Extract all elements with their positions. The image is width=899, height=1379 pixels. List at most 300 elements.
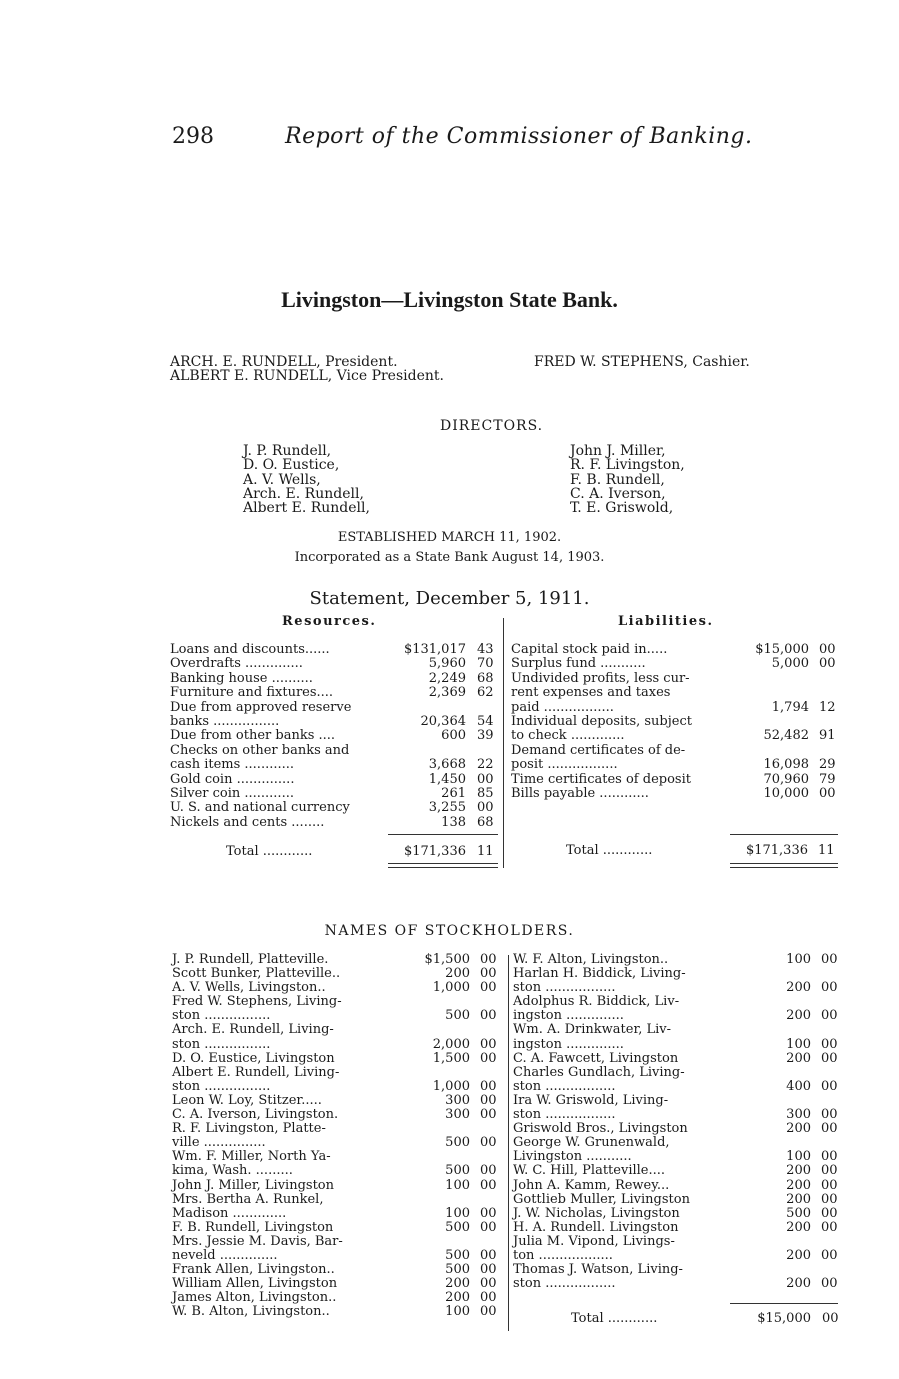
table-row [513, 1066, 843, 1080]
table-row [172, 1150, 502, 1164]
row-label: ston ................ [172, 1008, 271, 1024]
table-row [513, 995, 843, 1009]
row-dollars: 500 [445, 1135, 470, 1151]
row-label: Livingston ........... [513, 1149, 632, 1165]
row-cents: 00 [821, 1050, 838, 1066]
stockholders-right [513, 953, 843, 1291]
row-dollars: 200 [786, 980, 811, 996]
table-row [513, 967, 843, 981]
row-dollars: 100 [786, 1036, 811, 1052]
page-number: 298 [172, 124, 214, 149]
row-label: Gottlieb Muller, Livingston [513, 1191, 690, 1207]
directors-left [243, 444, 370, 515]
row-label: W. F. Alton, Livingston.. [513, 952, 669, 967]
row-label: Scott Bunker, Platteville.. [172, 966, 341, 982]
stockholders-left [172, 953, 502, 1319]
row-label: H. A. Rundell. Livingston [513, 1219, 679, 1235]
row-label: Frank Allen, Livingston.. [172, 1262, 335, 1278]
row-label: C. A. Iverson, Livingston. [172, 1107, 339, 1123]
row-dollars: 2,369 [428, 685, 466, 701]
table-row [511, 701, 841, 715]
row-label: neveld .............. [172, 1247, 278, 1263]
row-label: ston ................ [172, 1078, 271, 1094]
row-cents: 39 [477, 728, 494, 744]
row-dollars: $1,500 [424, 952, 470, 967]
table-row [170, 701, 500, 715]
table-row [172, 1094, 502, 1108]
table-row [513, 1249, 843, 1263]
row-cents: 00 [480, 1107, 497, 1123]
table-row [513, 1221, 843, 1235]
row-label: C. A. Fawcett, Livingston [513, 1050, 679, 1066]
table-row [172, 1263, 502, 1277]
row-label: A. V. Wells, Livingston.. [172, 980, 326, 996]
table-row [172, 1038, 502, 1052]
table-row [513, 1122, 843, 1136]
table-row [513, 1023, 843, 1037]
row-label: Banking house .......... [170, 670, 313, 686]
statement-title: Statement, December 5, 1911. [309, 588, 590, 609]
table-row [172, 953, 502, 967]
table-row [170, 686, 500, 700]
row-label: Gold coin .............. [170, 771, 295, 787]
total-cents: 11 [477, 844, 494, 859]
row-label: cash items ............ [170, 757, 295, 773]
director-name: J. P. Rundell, [243, 443, 332, 459]
row-label: W. B. Alton, Livingston.. [172, 1304, 330, 1320]
stockholders-heading: NAMES OF STOCKHOLDERS. [324, 923, 575, 939]
row-dollars: 100 [445, 1304, 470, 1320]
row-dollars: 300 [786, 1107, 811, 1123]
row-label: Thomas J. Watson, Living- [513, 1262, 683, 1278]
director-name: Albert E. Rundell, [243, 500, 370, 517]
table-row [511, 787, 841, 801]
total-dollars: $171,336 [403, 844, 466, 859]
table-row [172, 1291, 502, 1305]
row-cents: 00 [480, 1304, 497, 1320]
total-cents: 00 [822, 1311, 839, 1326]
row-dollars: 600 [441, 728, 466, 744]
row-cents: 00 [821, 1191, 838, 1207]
row-cents: 00 [821, 1078, 838, 1094]
director-name: D. O. Eustice, [243, 457, 340, 474]
row-label: rent expenses and taxes [511, 685, 671, 701]
row-cents: 68 [477, 670, 494, 686]
row-dollars: 200 [786, 1050, 811, 1066]
row-dollars: 200 [786, 1177, 811, 1193]
row-cents: 00 [819, 642, 836, 657]
table-row [172, 1122, 502, 1136]
director-name: F. B. Rundell, [570, 471, 665, 488]
row-cents: 00 [480, 1050, 497, 1066]
table-row [172, 1108, 502, 1122]
total-dollars: $171,336 [745, 843, 808, 858]
row-cents: 54 [477, 713, 494, 729]
table-row [513, 1080, 843, 1094]
row-cents: 85 [477, 785, 494, 801]
table-row [172, 967, 502, 981]
row-label: Griswold Bros., Livingston [513, 1121, 688, 1137]
director-name: C. A. Iverson, [570, 485, 666, 502]
row-label: Due from other banks .... [170, 728, 336, 744]
row-label: Harlan H. Biddick, Living- [513, 966, 686, 982]
row-label: D. O. Eustice, Livingston [172, 1050, 335, 1066]
total-label: Total ............ [571, 1311, 658, 1326]
row-label: Wm. F. Miller, North Ya- [172, 1149, 331, 1165]
row-label: ston ................. [513, 1107, 616, 1123]
row-dollars: 300 [445, 1092, 470, 1108]
table-row [511, 686, 841, 700]
row-dollars: 5,000 [771, 656, 809, 672]
row-label: Arch. E. Rundell, Living- [172, 1022, 334, 1038]
resources-table [170, 643, 500, 830]
director-name: Arch. E. Rundell, [243, 485, 364, 502]
table-row [513, 1277, 843, 1291]
table-row [172, 1249, 502, 1263]
table-row [172, 1277, 502, 1291]
row-label: ton .................. [513, 1247, 613, 1263]
row-cents: 00 [480, 1163, 497, 1179]
director-name: T. E. Griswold, [570, 500, 674, 517]
table-row [172, 1179, 502, 1193]
table-row [511, 744, 841, 758]
row-label: ston ................ [172, 1036, 271, 1052]
total-rule [730, 834, 838, 835]
row-cents: 00 [821, 1163, 838, 1179]
row-dollars: 1,794 [771, 699, 809, 715]
row-label: James Alton, Livingston.. [172, 1290, 337, 1306]
row-dollars: $131,017 [403, 642, 466, 657]
row-cents: 00 [821, 1036, 838, 1052]
row-dollars: 16,098 [763, 757, 809, 773]
row-dollars: 1,000 [432, 980, 470, 996]
row-cents: 00 [480, 980, 497, 996]
row-dollars: 200 [786, 1121, 811, 1137]
table-row [170, 657, 500, 671]
row-label: John A. Kamm, Rewey... [513, 1177, 670, 1193]
table-row [172, 1193, 502, 1207]
row-label: Leon W. Loy, Stitzer..... [172, 1092, 322, 1108]
row-dollars: 500 [445, 1163, 470, 1179]
row-cents: 00 [480, 1092, 497, 1108]
table-row [513, 953, 843, 967]
incorporated-date: Incorporated as a State Bank August 14, 1903. [294, 550, 605, 565]
row-dollars: 500 [445, 1262, 470, 1278]
row-label: F. B. Rundell, Livingston [172, 1219, 334, 1235]
row-label: Due from approved reserve [170, 699, 352, 715]
table-row [172, 1066, 502, 1080]
row-label: Bills payable ............ [511, 785, 649, 801]
table-row [513, 981, 843, 995]
row-dollars: 400 [786, 1078, 811, 1094]
row-dollars: 200 [445, 1290, 470, 1306]
table-row [172, 1136, 502, 1150]
row-cents: 68 [477, 814, 494, 830]
row-cents: 29 [819, 757, 836, 773]
row-dollars: 500 [445, 1247, 470, 1263]
row-label: Undivided profits, less cur- [511, 670, 690, 686]
row-label: Nickels and cents ........ [170, 814, 325, 830]
table-row [511, 715, 841, 729]
table-row [513, 1263, 843, 1277]
director-name: John J. Miller, [570, 443, 666, 459]
table-row [172, 1221, 502, 1235]
table-row [513, 1235, 843, 1249]
row-dollars: 3,255 [428, 800, 466, 816]
table-row [513, 1150, 843, 1164]
total-label: Total ............ [226, 844, 313, 859]
row-label: Time certificates of deposit [511, 771, 691, 787]
table-row [170, 801, 500, 815]
table-row [511, 773, 841, 787]
row-dollars: $15,000 [755, 642, 809, 657]
row-label: Overdrafts .............. [170, 656, 303, 672]
row-dollars: 200 [786, 1219, 811, 1235]
table-row [170, 787, 500, 801]
row-cents: 79 [819, 771, 836, 787]
table-row [513, 1094, 843, 1108]
row-label: banks ................ [170, 713, 280, 729]
row-cents: 00 [480, 1290, 497, 1306]
row-dollars: 500 [445, 1219, 470, 1235]
row-label: paid ................. [511, 699, 614, 715]
table-row [513, 1179, 843, 1193]
row-label: U. S. and national currency [170, 800, 350, 816]
table-row [170, 729, 500, 743]
row-dollars: 100 [786, 952, 811, 967]
table-row [513, 1108, 843, 1122]
table-row [513, 1193, 843, 1207]
row-dollars: 200 [445, 966, 470, 982]
row-dollars: 20,364 [420, 713, 466, 729]
table-row [172, 1023, 502, 1037]
row-dollars: 100 [445, 1177, 470, 1193]
row-dollars: 300 [445, 1107, 470, 1123]
row-label: J. P. Rundell, Platteville. [172, 952, 329, 967]
row-label: Charles Gundlach, Living- [513, 1064, 685, 1080]
row-dollars: 500 [445, 1008, 470, 1024]
row-cents: 00 [821, 1205, 838, 1221]
row-cents: 00 [821, 1177, 838, 1193]
table-row [513, 1052, 843, 1066]
total-double-rule [388, 863, 498, 864]
row-dollars: 200 [786, 1191, 811, 1207]
table-row [172, 981, 502, 995]
row-label: Checks on other banks and [170, 742, 350, 758]
row-cents: 00 [480, 1219, 497, 1235]
running-title: Report of the Commissioner of Banking. [285, 124, 753, 149]
table-row [172, 1080, 502, 1094]
resources-heading: Resources. [282, 614, 377, 629]
row-cents: 00 [821, 980, 838, 996]
row-cents: 70 [477, 656, 494, 672]
row-dollars: 200 [786, 1008, 811, 1024]
row-label: Madison ............. [172, 1205, 287, 1221]
table-row [172, 1235, 502, 1249]
row-label: ingston .............. [513, 1008, 624, 1024]
table-row [511, 643, 841, 657]
total-double-rule [730, 863, 838, 864]
row-dollars: 2,000 [432, 1036, 470, 1052]
total-label: Total ............ [566, 843, 653, 858]
row-cents: 00 [480, 1262, 497, 1278]
row-cents: 00 [821, 952, 838, 967]
liabilities-heading: Liabilities. [618, 614, 714, 629]
row-cents: 00 [819, 656, 836, 672]
row-label: John J. Miller, Livingston [172, 1177, 334, 1193]
row-label: Loans and discounts...... [170, 642, 330, 657]
row-dollars: 1,450 [428, 771, 466, 787]
row-label: Capital stock paid in..... [511, 642, 668, 657]
table-row [513, 1164, 843, 1178]
table-row [170, 816, 500, 830]
row-label: J. W. Nicholas, Livingston [513, 1205, 680, 1221]
row-label: ston ................. [513, 980, 616, 996]
row-dollars: 200 [786, 1163, 811, 1179]
row-label: R. F. Livingston, Platte- [172, 1121, 326, 1137]
table-row [170, 715, 500, 729]
row-label: Ira W. Griswold, Living- [513, 1092, 669, 1108]
row-cents: 00 [480, 952, 497, 967]
row-dollars: 3,668 [428, 757, 466, 773]
directors-heading: DIRECTORS. [440, 418, 544, 434]
table-row [172, 1164, 502, 1178]
row-cents: 00 [480, 966, 497, 982]
row-cents: 00 [821, 1247, 838, 1263]
row-cents: 22 [477, 757, 494, 773]
table-row [513, 1038, 843, 1052]
row-label: ston ................. [513, 1276, 616, 1292]
row-cents: 00 [821, 1219, 838, 1235]
table-row [170, 744, 500, 758]
table-row [170, 773, 500, 787]
row-cents: 00 [480, 1247, 497, 1263]
table-row [170, 643, 500, 657]
table-row [172, 1305, 502, 1319]
row-cents: 00 [480, 1177, 497, 1193]
row-cents: 00 [821, 1121, 838, 1137]
row-label: Fred W. Stephens, Living- [172, 994, 342, 1010]
table-row [172, 1009, 502, 1023]
table-row [511, 729, 841, 743]
row-dollars: 1,500 [432, 1050, 470, 1066]
table-row [172, 1207, 502, 1221]
row-label: to check ............. [511, 728, 625, 744]
row-cents: 12 [819, 699, 836, 715]
row-dollars: 2,249 [428, 670, 466, 686]
row-cents: 00 [480, 1135, 497, 1151]
total-rule [388, 834, 498, 835]
row-label: Julia M. Vipond, Livings- [513, 1233, 675, 1249]
row-label: posit ................. [511, 757, 618, 773]
row-label: ston ................. [513, 1078, 616, 1094]
table-row [170, 672, 500, 686]
table-row [513, 1207, 843, 1221]
column-divider [503, 618, 504, 868]
table-row [511, 657, 841, 671]
row-cents: 62 [477, 685, 494, 701]
director-name: R. F. Livingston, [570, 457, 685, 474]
total-cents: 11 [818, 843, 835, 858]
row-label: Albert E. Rundell, Living- [172, 1064, 340, 1080]
row-cents: 00 [480, 1205, 497, 1221]
total-dollars: $15,000 [757, 1311, 811, 1326]
row-label: Wm. A. Drinkwater, Liv- [513, 1022, 672, 1038]
row-label: kima, Wash. ......... [172, 1163, 293, 1179]
row-label: W. C. Hill, Platteville.... [513, 1163, 666, 1179]
column-divider [508, 955, 509, 1331]
row-dollars: 138 [441, 814, 466, 830]
row-label: Silver coin ............ [170, 785, 294, 801]
row-cents: 00 [821, 1008, 838, 1024]
row-cents: 00 [821, 1276, 838, 1292]
row-label: Individual deposits, subject [511, 713, 692, 729]
row-dollars: 70,960 [763, 771, 809, 787]
row-label: Adolphus R. Biddick, Liv- [513, 994, 680, 1010]
row-dollars: 5,960 [428, 656, 466, 672]
table-row [170, 758, 500, 772]
row-dollars: 500 [786, 1205, 811, 1221]
row-dollars: 200 [786, 1276, 811, 1292]
total-double-rule [730, 867, 838, 868]
row-dollars: 10,000 [763, 785, 809, 801]
row-label: ville ............... [172, 1135, 266, 1151]
row-cents: 91 [819, 728, 836, 744]
row-dollars: 261 [441, 785, 466, 801]
cashier: FRED W. STEPHENS, Cashier. [534, 354, 750, 370]
row-dollars: 200 [445, 1276, 470, 1292]
row-dollars: 100 [445, 1205, 470, 1221]
total-double-rule [388, 867, 498, 868]
vice-president: ALBERT E. RUNDELL, Vice President. [170, 368, 444, 384]
row-label: ingston .............. [513, 1036, 624, 1052]
total-rule [730, 1303, 838, 1304]
row-dollars: 1,000 [432, 1078, 470, 1094]
row-label: William Allen, Livingston [172, 1276, 338, 1292]
liabilities-table [511, 643, 841, 801]
table-row [172, 995, 502, 1009]
row-cents: 00 [480, 1276, 497, 1292]
row-label: Furniture and fixtures.... [170, 685, 334, 701]
row-cents: 00 [480, 1036, 497, 1052]
row-label: Demand certificates of de- [511, 742, 686, 758]
row-dollars: 52,482 [763, 728, 809, 744]
table-row [172, 1052, 502, 1066]
table-row [511, 758, 841, 772]
president: ARCH. E. RUNDELL, President. [170, 354, 398, 370]
directors-right [570, 444, 685, 515]
row-cents: 00 [477, 800, 494, 816]
row-cents: 00 [821, 1149, 838, 1165]
row-cents: 00 [819, 785, 836, 801]
row-label: George W. Grunenwald, [513, 1135, 670, 1151]
table-row [513, 1136, 843, 1150]
row-cents: 00 [821, 1107, 838, 1123]
established-date: ESTABLISHED MARCH 11, 1902. [337, 530, 562, 545]
row-cents: 00 [480, 1078, 497, 1094]
table-row [511, 672, 841, 686]
row-cents: 43 [477, 642, 494, 657]
row-label: Mrs. Bertha A. Runkel, [172, 1191, 324, 1207]
row-dollars: 200 [786, 1247, 811, 1263]
director-name: A. V. Wells, [243, 471, 321, 488]
bank-title: Livingston—Livingston State Bank. [281, 287, 618, 312]
row-label: Surplus fund ........... [511, 656, 646, 672]
table-row [513, 1009, 843, 1023]
row-dollars: 100 [786, 1149, 811, 1165]
row-cents: 00 [477, 771, 494, 787]
row-cents: 00 [480, 1008, 497, 1024]
